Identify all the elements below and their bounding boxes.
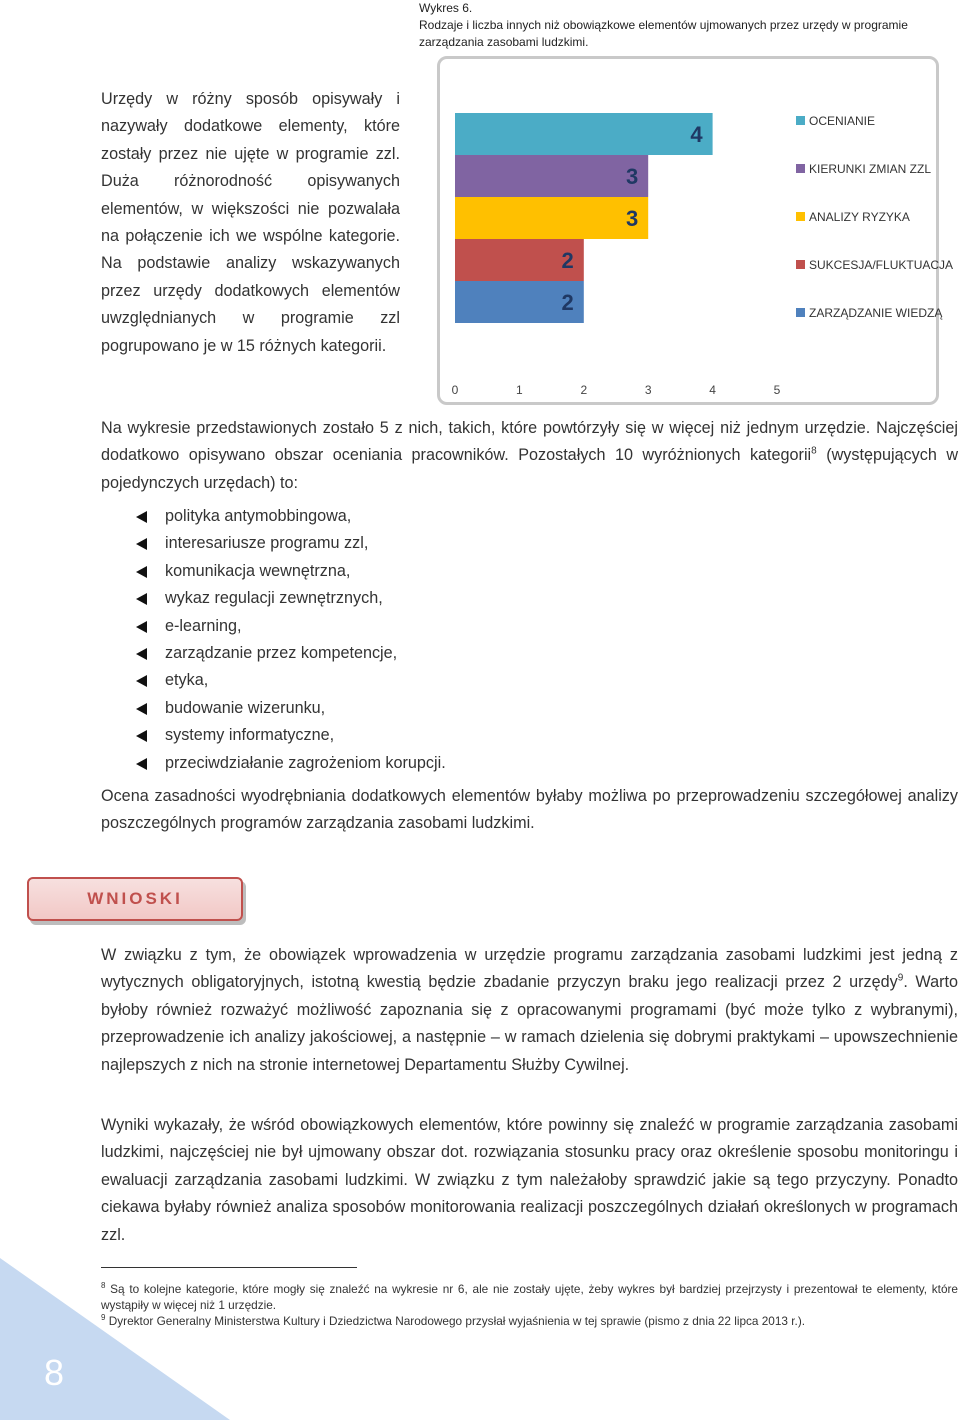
- list-item: [136, 613, 736, 640]
- list-item: [136, 640, 736, 667]
- footnote-ref-9[interactable]: 9: [897, 973, 904, 985]
- bar-data-label: 2: [561, 290, 574, 315]
- list-item-text: e-learning,: [165, 616, 242, 635]
- list-item: [136, 585, 736, 612]
- legend-swatch: [796, 116, 805, 125]
- paragraph-conclusions-text: W związku z tym, że obowiązek wprowadzenia w urzędzie programu zarządzania zasobami ludzkimi jest jedną z wytycznych obligatoryjnych, istotną kwestią będzie zbadanie przyczyn braku jego realizacji przez 2 urzędy: [101, 946, 958, 992]
- corner-triangle: [0, 1258, 230, 1420]
- list-item: [136, 695, 736, 722]
- legend-label: ZARZĄDZANIE WIEDZĄ: [809, 306, 943, 320]
- list-item-text: wykaz regulacji zewnętrznych,: [165, 589, 383, 608]
- footnote-8-text: Są to kolejne kategorie, które mogły się znaleźć na wykresie nr 6, ale nie zostały ujęte, żeby wykres był bardziej przejrzysty i prezentował te elementy, które wystąpiły w więcej niż 1 urzędzie.: [101, 1282, 958, 1312]
- caption-title: Wykres 6.: [419, 1, 473, 15]
- section-heading-label: WNIOSKI: [87, 889, 183, 908]
- list-item: [136, 503, 736, 530]
- list-item-text: budowanie wizerunku,: [165, 698, 326, 717]
- list-item: [136, 722, 736, 749]
- x-tick-label: 4: [709, 383, 716, 397]
- footnote-9-text: Dyrektor Generalny Ministerstwa Kultury i Dziedzictwa Narodowego przysłał wyjaśnienia w tej sprawie (pismo z dnia 22 lipca 2013 r.).: [105, 1314, 806, 1328]
- bullet-triangle-icon: [136, 593, 147, 605]
- footnote-ref-8[interactable]: 8: [811, 446, 817, 458]
- paragraph-conclusions: [101, 942, 958, 1079]
- list-item-text: przeciwdziałanie zagrożeniom korupcji.: [165, 753, 446, 772]
- paragraph-categories-text: Na wykresie przedstawionych zostało 5 z nich, takich, które powtórzyły się w więcej niż jednym urzędzie. Najczęściej dodatkowo opisywano obszar oceniania pracowników. Pozostałych 10 wyróżnionych kategorii: [101, 419, 958, 465]
- x-tick-label: 2: [580, 383, 588, 397]
- bullet-triangle-icon: [136, 648, 147, 660]
- paragraph-results: Wyniki wykazały, że wśród obowiązkowych elementów, które powinny się znaleźć w programie zarządzania zasobami ludzkimi, najczęściej nie był ujmowany obszar dot. rozwiązania stosunku pracy oraz określenie sposobu monitoringu i ewaluacji zarządzania zasobami ludzkimi. W związku z tym należałoby sprawdzić jakie są tego przyczyny. Ponadto ciekawa byłaby również analiza sposobów monitorowania realizacji poszczególnych działań określonych w programach zzl.: [101, 1116, 958, 1244]
- x-tick-label: 1: [516, 383, 523, 397]
- list-item-text: interesariusze programu zzl,: [165, 534, 369, 553]
- chart-caption: [419, 0, 959, 51]
- paragraph-categories-text-after: (występujących w pojedynczych urzędach) to:: [101, 446, 959, 492]
- bullet-triangle-icon: [136, 758, 147, 770]
- paragraph-categories: [101, 415, 958, 497]
- bar-chart: [440, 59, 954, 402]
- bullet-triangle-icon: [136, 621, 147, 633]
- bar-analizy-ryzyka: [455, 197, 648, 239]
- legend-label: OCENIANIE: [809, 114, 876, 128]
- footnote-8-number: 8: [101, 1281, 106, 1291]
- paragraph-assessment: Ocena zasadności wyodrębniania dodatkowych elementów byłaby możliwa po przeprowadzeniu szczegółowej analizy poszczególnych programów zarządzania zasobami ludzkimi.: [101, 787, 958, 833]
- bullet-triangle-icon: [136, 730, 147, 742]
- bullet-triangle-icon: [136, 703, 147, 715]
- legend-swatch: [796, 212, 805, 221]
- legend-swatch: [796, 164, 805, 173]
- bar-ocenianie: [455, 113, 713, 155]
- section-heading-wnioski: [27, 877, 243, 921]
- list-item-text: komunikacja wewnętrzna,: [165, 561, 351, 580]
- bullet-triangle-icon: [136, 675, 147, 687]
- x-tick-label: 0: [451, 383, 459, 397]
- page-corner-decoration: [0, 1258, 230, 1420]
- caption-subtitle: Rodzaje i liczba innych niż obowiązkowe elementów ujmowanych przez urzędy w programie zarządzania zasobami ludzkimi.: [419, 18, 908, 49]
- x-tick-label: 3: [644, 383, 652, 397]
- paragraph-conclusions-text-after: . Warto byłoby również rozważyć możliwość zapoznania się z opracowanymi programami (być może tylko z wybranymi), przeprowadzenie ich analizy jakościowej, a następnie – w ramach dzielenia się dobrymi praktykami – upowszechnienie najlepszych z nich na stronie internetowej Departamentu Służby Cywilnej.: [101, 973, 958, 1074]
- list-item-text: etyka,: [165, 671, 209, 690]
- legend-label: SUKCESJA/FLUKTUACJA: [809, 258, 954, 272]
- legend-swatch: [796, 308, 805, 317]
- bar-data-label: 4: [690, 122, 703, 147]
- list-item-text: polityka antymobbingowa,: [165, 507, 352, 525]
- list-item: [136, 750, 736, 777]
- legend-label: ANALIZY RYZYKA: [809, 210, 910, 224]
- bullet-triangle-icon: [136, 511, 147, 523]
- bar-data-label: 3: [625, 206, 639, 231]
- list-item: [136, 558, 736, 585]
- bullet-triangle-icon: [136, 538, 147, 550]
- intro-paragraph: Urzędy w różny sposób opisywały i nazywały dodatkowe elementy, które zostały przez nie ujęte w programie zzl. Duża różnorodność opisywanych elementów, w większości nie pozwalała na połączenie ich we wspólne kategorie. Na podstawie analizy wskazywanych przez urzędy dodatkowych elementów uwzględnianych w programie zzl pogrupowano je w 15 różnych kategorii.: [101, 90, 400, 355]
- bar-data-label: 3: [625, 164, 639, 189]
- x-tick-label: 5: [773, 383, 781, 397]
- legend-label: KIERUNKI ZMIAN ZZL: [809, 162, 932, 176]
- list-item: [136, 667, 736, 694]
- page-number: 8: [44, 1352, 65, 1393]
- legend-swatch: [796, 260, 805, 269]
- list-item-text: zarządzanie przez kompetencje,: [165, 643, 398, 662]
- bar-data-label: 2: [561, 248, 574, 273]
- footnote-9-number: 9: [101, 1313, 106, 1323]
- chart-frame: [437, 56, 954, 405]
- list-item-text: systemy informatyczne,: [165, 726, 335, 745]
- category-list: [136, 503, 736, 777]
- bullet-triangle-icon: [136, 566, 147, 578]
- list-item: [136, 530, 736, 557]
- bar-kierunki-zmian-zzl: [455, 155, 648, 197]
